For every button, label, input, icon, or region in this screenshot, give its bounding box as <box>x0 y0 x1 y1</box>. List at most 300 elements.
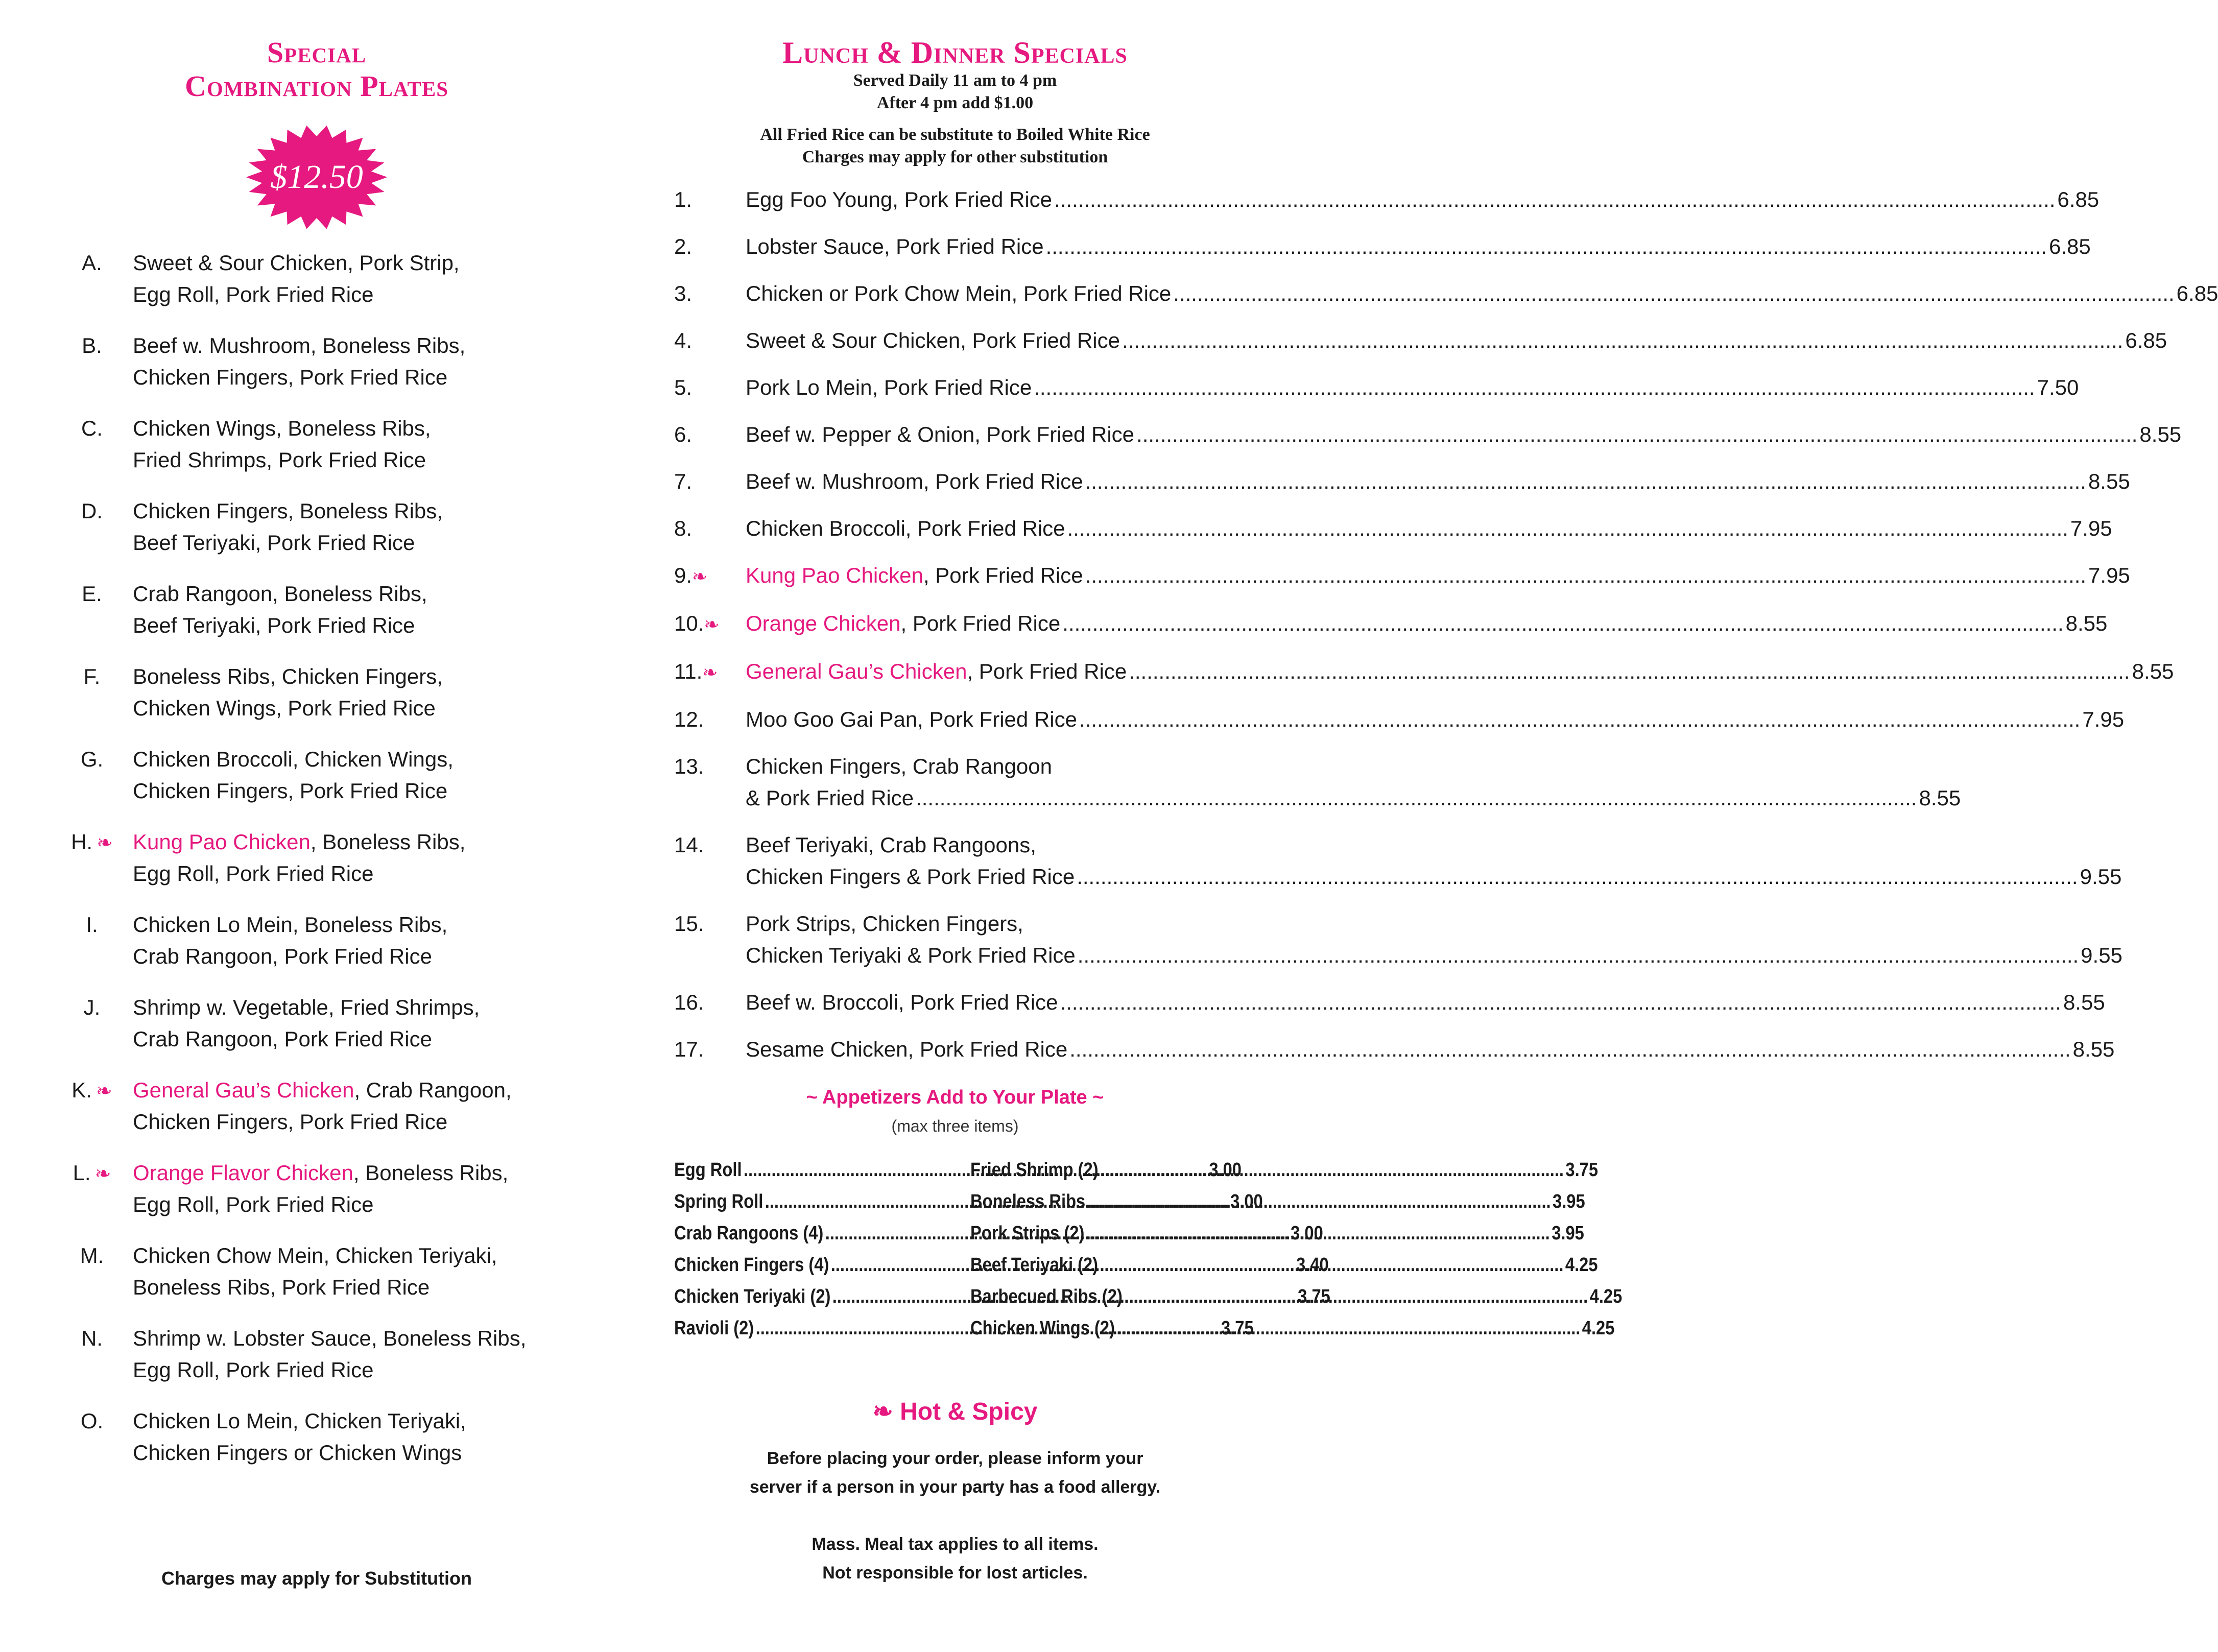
special-item <box>674 325 2167 356</box>
special-item <box>674 231 2091 262</box>
special-price: 8.55 <box>2132 659 2174 683</box>
combo-line1-text: Boneless Ribs, Chicken Fingers, <box>133 664 443 688</box>
special-price: 7.95 <box>2088 563 2130 587</box>
special-description <box>746 608 1060 639</box>
combo-line2: Egg Roll, Pork Fried Rice <box>133 861 374 885</box>
dot-leader <box>1078 940 2079 971</box>
special-description-text: Chicken Broccoli, Pork Fried Rice <box>746 516 1065 540</box>
special-price-line <box>746 184 2099 216</box>
dot-leader <box>1085 466 2086 497</box>
appetizer-price: 3.75 <box>1565 1159 1599 1181</box>
spicy-dish-name: General Gau’s Chicken <box>746 659 967 683</box>
allergy-notice <box>674 1444 1236 1501</box>
special-body <box>746 704 2124 735</box>
combo-line1-text: Chicken Wings, Boneless Ribs, <box>133 416 431 440</box>
combination-plates-section <box>51 36 582 1488</box>
special-line1: Pork Strips, Chicken Fingers, <box>746 912 1023 936</box>
leaf-icon: ❧ <box>702 662 718 683</box>
combo-line1-text: Chicken Lo Mein, Chicken Teriyaki, <box>133 1409 466 1433</box>
dot-leader <box>1116 1312 1580 1344</box>
special-number-text: 11. <box>674 659 703 683</box>
special-description-text: Beef w. Broccoli, Pork Fried Rice <box>746 990 1058 1014</box>
combo-letter <box>51 1240 133 1303</box>
dot-leader <box>1129 656 2130 687</box>
appetizer-price: 3.75 <box>1221 1318 1254 1339</box>
combo-letter-text: H. <box>71 830 93 854</box>
combo-description <box>133 1323 582 1386</box>
special-number-text: 9. <box>674 563 693 587</box>
combo-item <box>51 1240 582 1303</box>
combo-item <box>51 578 582 641</box>
combination-title-line1: Special <box>267 36 367 69</box>
special-item <box>674 513 2112 544</box>
spicy-dish-name: Kung Pao Chicken <box>133 830 311 854</box>
special-number <box>674 829 746 893</box>
special-description-text: , Pork Fried Rice <box>900 611 1061 635</box>
appetizer-price: 3.95 <box>1552 1223 1584 1244</box>
special-price-line <box>746 560 2130 591</box>
combo-line1-text: Chicken Fingers, Boneless Ribs, <box>133 499 443 523</box>
appetizer-price: 4.25 <box>1589 1286 1623 1307</box>
appetizer-price: 3.75 <box>1298 1286 1330 1307</box>
combo-letter-text: E. <box>82 582 102 606</box>
special-item <box>674 608 2108 640</box>
combo-item <box>51 495 582 559</box>
combo-letter <box>51 744 133 807</box>
special-body <box>746 325 2167 356</box>
dot-leader <box>1100 1154 1564 1186</box>
combo-description <box>133 1240 582 1303</box>
spicy-dish-name: Orange Chicken <box>746 611 901 635</box>
appetizer-price: 3.95 <box>1553 1191 1585 1212</box>
special-body <box>746 419 2181 450</box>
tax-notice <box>674 1530 1236 1587</box>
combo-line1 <box>133 495 582 527</box>
appetizer-name: Fried Shrimp (2) <box>970 1159 1099 1181</box>
special-description <box>746 513 1065 544</box>
dot-leader <box>1122 325 2123 356</box>
combo-letter-text: F. <box>83 664 101 688</box>
combo-letter-text: M. <box>80 1243 104 1267</box>
special-price-line <box>746 987 2105 1018</box>
combo-description <box>133 1074 582 1138</box>
special-item <box>674 184 2100 216</box>
special-body <box>746 231 2091 262</box>
special-description-text: Pork Lo Mein, Pork Fried Rice <box>746 375 1032 399</box>
special-price-line <box>746 231 2091 262</box>
appetizer-name: Chicken Teriyaki (2) <box>674 1286 831 1307</box>
combo-description <box>133 1405 582 1469</box>
special-body <box>746 560 2130 592</box>
combination-title <box>51 36 582 103</box>
combo-letter-text: G. <box>80 747 104 771</box>
special-description-text: , Pork Fried Rice <box>923 563 1083 587</box>
appetizer-item <box>970 1154 1599 1186</box>
combo-description <box>133 413 582 476</box>
special-body <box>746 372 2079 403</box>
special-number <box>674 1034 746 1065</box>
special-body <box>746 987 2105 1018</box>
combo-letter-text: I. <box>86 913 98 937</box>
combo-item <box>51 1157 582 1220</box>
combo-line1-text: Beef w. Mushroom, Boneless Ribs, <box>133 333 466 357</box>
dot-leader <box>1136 419 2137 450</box>
combo-line1-text: , Boneless Ribs, <box>353 1161 509 1185</box>
dot-leader <box>1062 608 2063 639</box>
dot-leader <box>916 782 1917 814</box>
appetizer-name: Spring Roll <box>674 1191 764 1212</box>
leaf-icon: ❧ <box>704 614 720 635</box>
special-item <box>674 1034 2115 1065</box>
special-number <box>674 987 746 1018</box>
combo-letter <box>51 992 133 1055</box>
combo-line2: Chicken Fingers, Pork Fried Rice <box>133 1110 448 1134</box>
special-description <box>746 278 1171 309</box>
special-price: 8.55 <box>2063 990 2105 1014</box>
special-number <box>674 656 746 688</box>
special-number <box>674 372 746 403</box>
combo-line1-text: Sweet & Sour Chicken, Pork Strip, <box>133 251 460 275</box>
dot-leader <box>1034 372 2035 403</box>
special-price: 9.55 <box>2081 943 2122 967</box>
special-description <box>746 184 1052 216</box>
combo-description <box>133 1157 582 1220</box>
special-price: 8.55 <box>2065 611 2108 635</box>
special-price: 6.85 <box>2057 187 2100 211</box>
combo-line1 <box>133 661 582 692</box>
combo-line1 <box>133 744 582 775</box>
combo-letter <box>51 578 133 641</box>
special-price-line <box>746 466 2130 497</box>
combo-line1 <box>133 1405 582 1437</box>
substitution-charge-note: Charges may apply for other substitution <box>802 148 1108 166</box>
lost-articles-line: Not responsible for lost articles. <box>822 1563 1088 1583</box>
combo-letter-text: B. <box>82 333 102 357</box>
appetizer-name: Ravioli (2) <box>674 1318 754 1339</box>
special-number-text: 13. <box>674 754 704 778</box>
appetizer-name: Boneless Ribs <box>970 1191 1086 1212</box>
special-price-line <box>746 419 2181 450</box>
served-hours: Served Daily 11 am to 4 pm <box>853 71 1057 90</box>
special-number <box>674 231 746 262</box>
leaf-icon: ❧ <box>94 1163 111 1185</box>
after-hours-surcharge: After 4 pm add $1.00 <box>876 93 1034 112</box>
combo-letter <box>51 909 133 972</box>
appetizer-name: Beef Teriyaki (2) <box>970 1254 1099 1276</box>
price-starburst <box>243 124 391 231</box>
spicy-dish-name: Kung Pao Chicken <box>746 563 923 587</box>
special-description <box>746 782 914 814</box>
combo-line2: Egg Roll, Pork Fried Rice <box>133 282 374 306</box>
special-description-text: Lobster Sauce, Pork Fried Rice <box>746 234 1044 258</box>
appetizer-price: 4.25 <box>1565 1254 1598 1276</box>
combo-description <box>133 247 582 310</box>
combo-line2: Chicken Wings, Pork Fried Rice <box>133 696 436 720</box>
hot-spicy-label: Hot & Spicy <box>900 1398 1038 1425</box>
combo-letter <box>51 1074 133 1138</box>
combo-line2: Chicken Fingers or Chicken Wings <box>133 1441 462 1465</box>
special-line1: Beef Teriyaki, Crab Rangoons, <box>746 833 1036 857</box>
special-price-line <box>746 608 2107 639</box>
combo-letter <box>51 330 133 393</box>
combo-line1 <box>133 1157 582 1189</box>
special-number-text: 3. <box>674 281 693 305</box>
special-number-text: 14. <box>674 833 704 857</box>
tax-line: Mass. Meal tax applies to all items. <box>812 1535 1099 1554</box>
combo-item <box>51 661 582 724</box>
special-item <box>674 466 2130 497</box>
combo-letter-text: A. <box>82 251 102 275</box>
special-description <box>746 325 1120 356</box>
special-item <box>674 704 2125 735</box>
special-price-line <box>746 656 2174 687</box>
leaf-icon: ❧ <box>692 566 708 587</box>
leaf-icon: ❧ <box>96 1081 112 1102</box>
special-number-text: 15. <box>674 912 704 936</box>
combo-letter <box>51 661 133 724</box>
special-price: 8.55 <box>2139 422 2182 446</box>
appetizer-name: Chicken Wings (2) <box>970 1318 1115 1339</box>
combo-item <box>51 1323 582 1386</box>
dot-leader <box>1060 987 2061 1018</box>
dot-leader <box>1067 513 2068 544</box>
special-number-text: 16. <box>674 990 704 1014</box>
appetizer-name: Egg Roll <box>674 1159 742 1181</box>
combo-line1 <box>133 330 582 362</box>
rice-substitution-note: All Fried Rice can be substitute to Boiled White Rice <box>760 125 1150 144</box>
special-body <box>746 1034 2114 1065</box>
dot-leader <box>1173 278 2174 309</box>
combo-letter <box>51 1405 133 1469</box>
special-price-line <box>746 1034 2114 1065</box>
dot-leader <box>1086 1217 1550 1249</box>
appetizer-price: 3.00 <box>1291 1223 1323 1244</box>
combo-letter-text: J. <box>83 995 101 1019</box>
spicy-dish-name: Orange Flavor Chicken <box>133 1161 353 1185</box>
special-item <box>674 987 2105 1018</box>
combo-letter <box>51 413 133 476</box>
specials-title: Lunch & Dinner Specials <box>782 36 1128 69</box>
special-item <box>674 372 2079 403</box>
combo-line2: Chicken Fingers, Pork Fried Rice <box>133 779 448 803</box>
special-number <box>674 419 746 450</box>
special-body <box>746 656 2174 688</box>
special-price: 8.55 <box>2088 469 2130 493</box>
combo-item <box>51 744 582 807</box>
special-price: 7.95 <box>2082 707 2125 731</box>
special-number-text: 10. <box>674 611 704 635</box>
special-price-line <box>746 940 2122 971</box>
special-price-line <box>746 513 2112 544</box>
appetizer-name: Crab Rangoons (4) <box>674 1223 824 1244</box>
combo-item <box>51 330 582 393</box>
special-body <box>746 908 2122 971</box>
special-description-text: Sesame Chicken, Pork Fried Rice <box>746 1037 1068 1061</box>
combo-line1-text: Chicken Chow Mein, Chicken Teriyaki, <box>133 1243 497 1267</box>
special-item <box>674 278 2218 309</box>
combo-line1 <box>133 413 582 444</box>
special-number-text: 12. <box>674 707 704 731</box>
combo-item <box>51 909 582 972</box>
special-item <box>674 908 2122 971</box>
special-description-text: Chicken Fingers & Pork Fried Rice <box>746 865 1075 889</box>
appetizers-note: (max three items) <box>891 1117 1019 1135</box>
special-number-text: 17. <box>674 1037 704 1061</box>
dot-leader <box>1069 1034 2070 1065</box>
combo-line1-text: Crab Rangoon, Boneless Ribs, <box>133 582 427 606</box>
special-description-text: , Pork Fried Rice <box>967 659 1127 683</box>
combo-line1 <box>133 909 582 941</box>
special-description-text: Beef w. Pepper & Onion, Pork Fried Rice <box>746 422 1135 446</box>
special-body <box>746 829 2121 893</box>
dot-leader <box>1079 704 2080 735</box>
dot-leader <box>1124 1281 1588 1312</box>
combo-line1-text: Chicken Lo Mein, Boneless Ribs, <box>133 913 448 937</box>
combo-letter-text: L. <box>73 1161 91 1185</box>
special-number <box>674 908 746 971</box>
combo-description <box>133 661 582 724</box>
special-price-line <box>746 325 2167 356</box>
combo-letter-text: C. <box>81 416 103 440</box>
combo-line1 <box>133 1074 582 1106</box>
special-line1: Chicken Fingers, Crab Rangoon <box>746 754 1052 778</box>
combo-line2: Beef Teriyaki, Pork Fried Rice <box>133 531 415 555</box>
special-item <box>674 656 2174 688</box>
combo-line1-text: , Boneless Ribs, <box>310 830 466 854</box>
special-price: 7.95 <box>2070 516 2112 540</box>
allergy-line2: server if a person in your party has a food allergy. <box>749 1477 1161 1497</box>
special-number <box>674 704 746 735</box>
special-description-text: Beef w. Mushroom, Pork Fried Rice <box>746 469 1083 493</box>
special-number <box>674 513 746 544</box>
appetizer-price: 4.25 <box>1582 1318 1615 1339</box>
special-body <box>746 608 2107 640</box>
dot-leader <box>1100 1249 1563 1281</box>
dot-leader <box>1085 560 2086 591</box>
combo-letter-text: O. <box>80 1409 104 1433</box>
special-item <box>674 829 2122 893</box>
special-item <box>674 751 1961 814</box>
special-number-text: 7. <box>674 469 693 493</box>
combination-title-line2: Combination Plates <box>184 69 449 103</box>
special-price: 8.55 <box>1919 786 1961 810</box>
combo-line1 <box>133 1240 582 1272</box>
combo-line2: Fried Shrimps, Pork Fried Rice <box>133 448 426 472</box>
special-description <box>746 560 1083 591</box>
special-price-line <box>746 372 2079 403</box>
special-description-text: Moo Goo Gai Pan, Pork Fried Rice <box>746 707 1077 731</box>
combo-description <box>133 578 582 641</box>
special-item <box>674 560 2130 592</box>
special-price: 8.55 <box>2072 1037 2115 1061</box>
combo-item <box>51 247 582 310</box>
special-description-text: & Pork Fried Rice <box>746 786 914 810</box>
leaf-icon: ❧ <box>97 832 113 854</box>
special-number-text: 1. <box>674 187 693 211</box>
hot-spicy-legend <box>674 1397 1236 1426</box>
special-price: 6.85 <box>2125 328 2167 352</box>
combo-letter <box>51 826 133 890</box>
special-price: 6.85 <box>2176 281 2218 305</box>
combo-item <box>51 992 582 1055</box>
special-price: 7.50 <box>2037 375 2079 399</box>
leaf-icon: ❧ <box>872 1398 893 1425</box>
combo-line1-text: Shrimp w. Vegetable, Fried Shrimps, <box>133 995 480 1019</box>
combo-line1 <box>133 826 582 858</box>
special-description <box>746 656 1127 687</box>
lunch-dinner-section <box>674 36 2218 1587</box>
special-description <box>746 1034 1067 1065</box>
special-number-text: 2. <box>674 234 693 258</box>
special-number-text: 6. <box>674 422 693 446</box>
special-description <box>746 861 1075 893</box>
special-description-text: Chicken Teriyaki & Pork Fried Rice <box>746 943 1076 967</box>
appetizer-name: Barbecued Ribs (2) <box>970 1286 1123 1307</box>
special-price: 6.85 <box>2048 234 2091 258</box>
special-body <box>746 466 2130 497</box>
special-number-text: 5. <box>674 375 693 399</box>
specials-list <box>674 184 2218 1065</box>
special-number <box>674 560 746 592</box>
combo-line1-text: , Crab Rangoon, <box>354 1078 512 1102</box>
appetizer-name: Pork Strips (2) <box>970 1223 1085 1244</box>
combo-line1 <box>133 247 582 279</box>
special-description <box>746 231 1044 262</box>
combo-letter <box>51 247 133 310</box>
appetizers-grid <box>674 1154 1623 1344</box>
combo-line1 <box>133 578 582 610</box>
combo-item <box>51 1405 582 1469</box>
special-description-text: Egg Foo Young, Pork Fried Rice <box>746 187 1053 211</box>
combo-line2: Boneless Ribs, Pork Fried Rice <box>133 1275 430 1299</box>
combo-line2: Crab Rangoon, Pork Fried Rice <box>133 1027 432 1051</box>
special-body <box>746 751 1961 814</box>
special-number <box>674 278 746 309</box>
special-number <box>674 184 746 216</box>
special-price: 9.55 <box>2080 865 2122 889</box>
appetizer-price: 3.40 <box>1296 1254 1329 1276</box>
combo-price: $12.50 <box>270 158 363 196</box>
combo-letter <box>51 1157 133 1220</box>
special-item <box>674 419 2182 450</box>
substitution-footer: Charges may apply for Substitution <box>161 1568 472 1589</box>
dot-leader <box>1054 184 2055 216</box>
combo-line1 <box>133 992 582 1023</box>
combo-line2: Crab Rangoon, Pork Fried Rice <box>133 944 432 968</box>
special-number-text: 8. <box>674 516 693 540</box>
combo-description <box>133 909 582 972</box>
combo-letter <box>51 1323 133 1386</box>
combo-line1-text: Shrimp w. Lobster Sauce, Boneless Ribs, <box>133 1326 527 1350</box>
special-number <box>674 466 746 497</box>
combo-line2: Egg Roll, Pork Fried Rice <box>133 1358 374 1382</box>
special-price-line <box>746 704 2124 735</box>
special-body <box>746 278 2218 309</box>
combo-line2: Egg Roll, Pork Fried Rice <box>133 1192 374 1216</box>
combo-letter-text: N. <box>81 1326 103 1350</box>
combo-letter-text: K. <box>71 1078 92 1102</box>
dot-leader <box>1046 231 2047 262</box>
special-description <box>746 419 1134 450</box>
special-number <box>674 751 746 814</box>
special-description <box>746 987 1058 1018</box>
special-body <box>746 184 2099 216</box>
combo-letter <box>51 495 133 559</box>
special-number-text: 4. <box>674 328 693 352</box>
special-body <box>746 513 2112 544</box>
allergy-line1: Before placing your order, please inform your <box>767 1449 1143 1468</box>
appetizer-price: 3.00 <box>1209 1159 1242 1181</box>
